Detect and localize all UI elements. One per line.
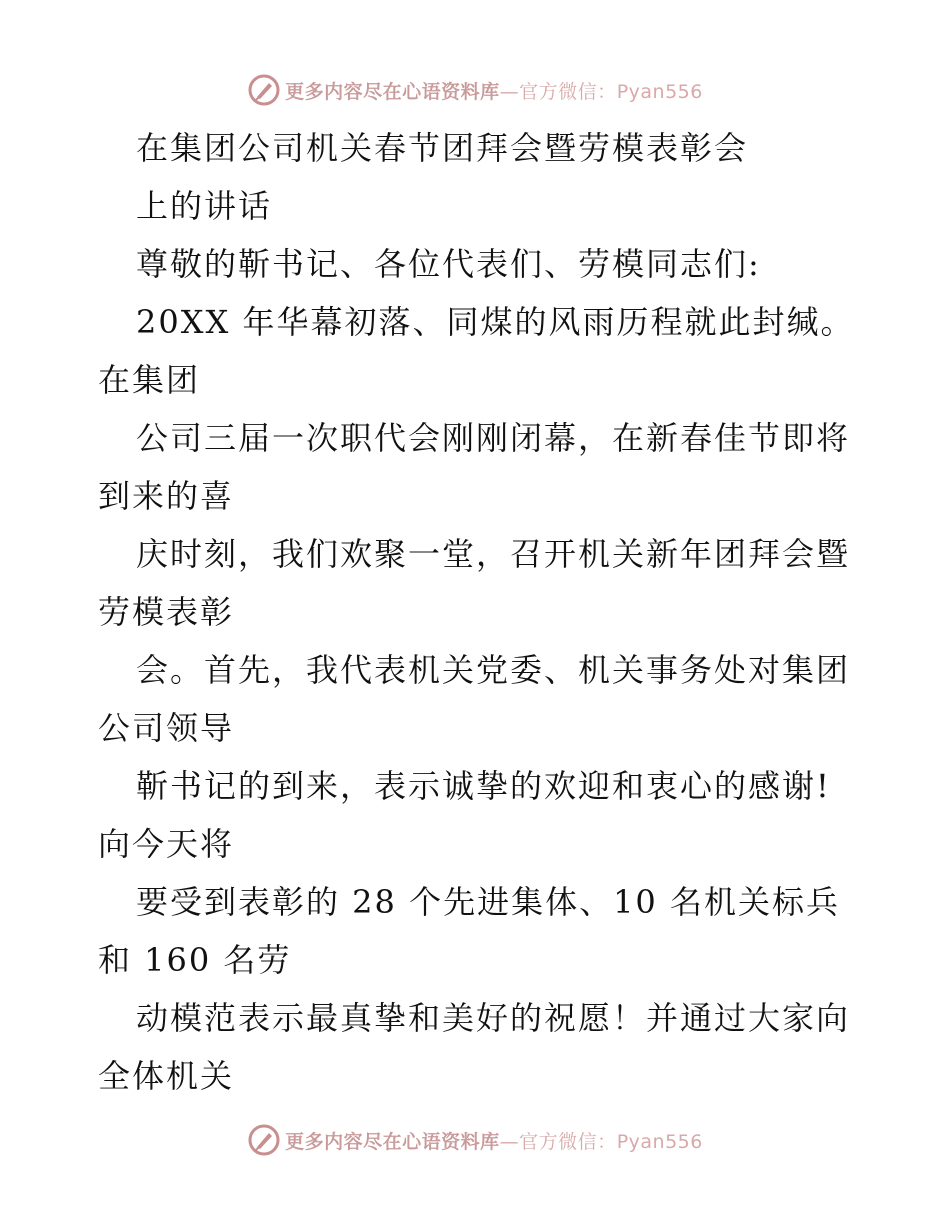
paragraph-line: 向今天将 [98,825,235,863]
banner-dash: — [499,80,520,103]
banner-text [285,1127,703,1154]
paragraph-line: 公司三届一次职代会刚刚闭幕，在新春佳节即将 [136,419,851,457]
banner-text [285,77,703,104]
banner-brand: 更多内容尽在心语资料库 [285,80,500,103]
banner-dash: — [499,1130,520,1153]
header-banner [0,70,950,110]
paragraph-line: 在集团 [98,361,201,399]
paragraph-line: 靳书记的到来，表示诚挚的欢迎和衷心的感谢! [136,767,831,805]
banner-wechat-label: 官方微信： [519,1130,617,1153]
banner-brand: 更多内容尽在心语资料库 [285,1130,500,1153]
paragraph-line: 要受到表彰的 28 个先进集体、10 名机关标兵 [136,883,840,921]
banner-wechat-id: Pyan556 [616,1130,703,1153]
paragraph-line: 全体机关 [98,1057,235,1095]
footer-banner [0,1120,950,1160]
document-title-line-1: 在集团公司机关春节团拜会暨劳模表彰会 [136,129,749,167]
paragraph-line: 劳模表彰 [98,593,235,631]
salutation: 尊敬的靳书记、各位代表们、劳模同志们: [136,245,761,283]
paragraph-line: 20XX 年华幕初落、同煤的风雨历程就此封缄。 [136,303,855,341]
paragraph-line: 和 160 名劳 [98,941,292,979]
quill-seal-icon [247,73,281,107]
banner-wechat-label: 官方微信： [519,80,617,103]
quill-seal-icon [247,1123,281,1157]
banner-wechat-id: Pyan556 [616,80,703,103]
paragraph-line: 会。首先，我代表机关党委、机关事务处对集团 [136,651,851,689]
paragraph-line: 动模范表示最真挚和美好的祝愿！并通过大家向 [136,999,851,1037]
paragraph-line: 到来的喜 [98,477,235,515]
paragraph-line: 公司领导 [98,709,235,747]
paragraph-line: 庆时刻，我们欢聚一堂，召开机关新年团拜会暨 [136,535,851,573]
document-title-line-2: 上的讲话 [136,187,273,225]
